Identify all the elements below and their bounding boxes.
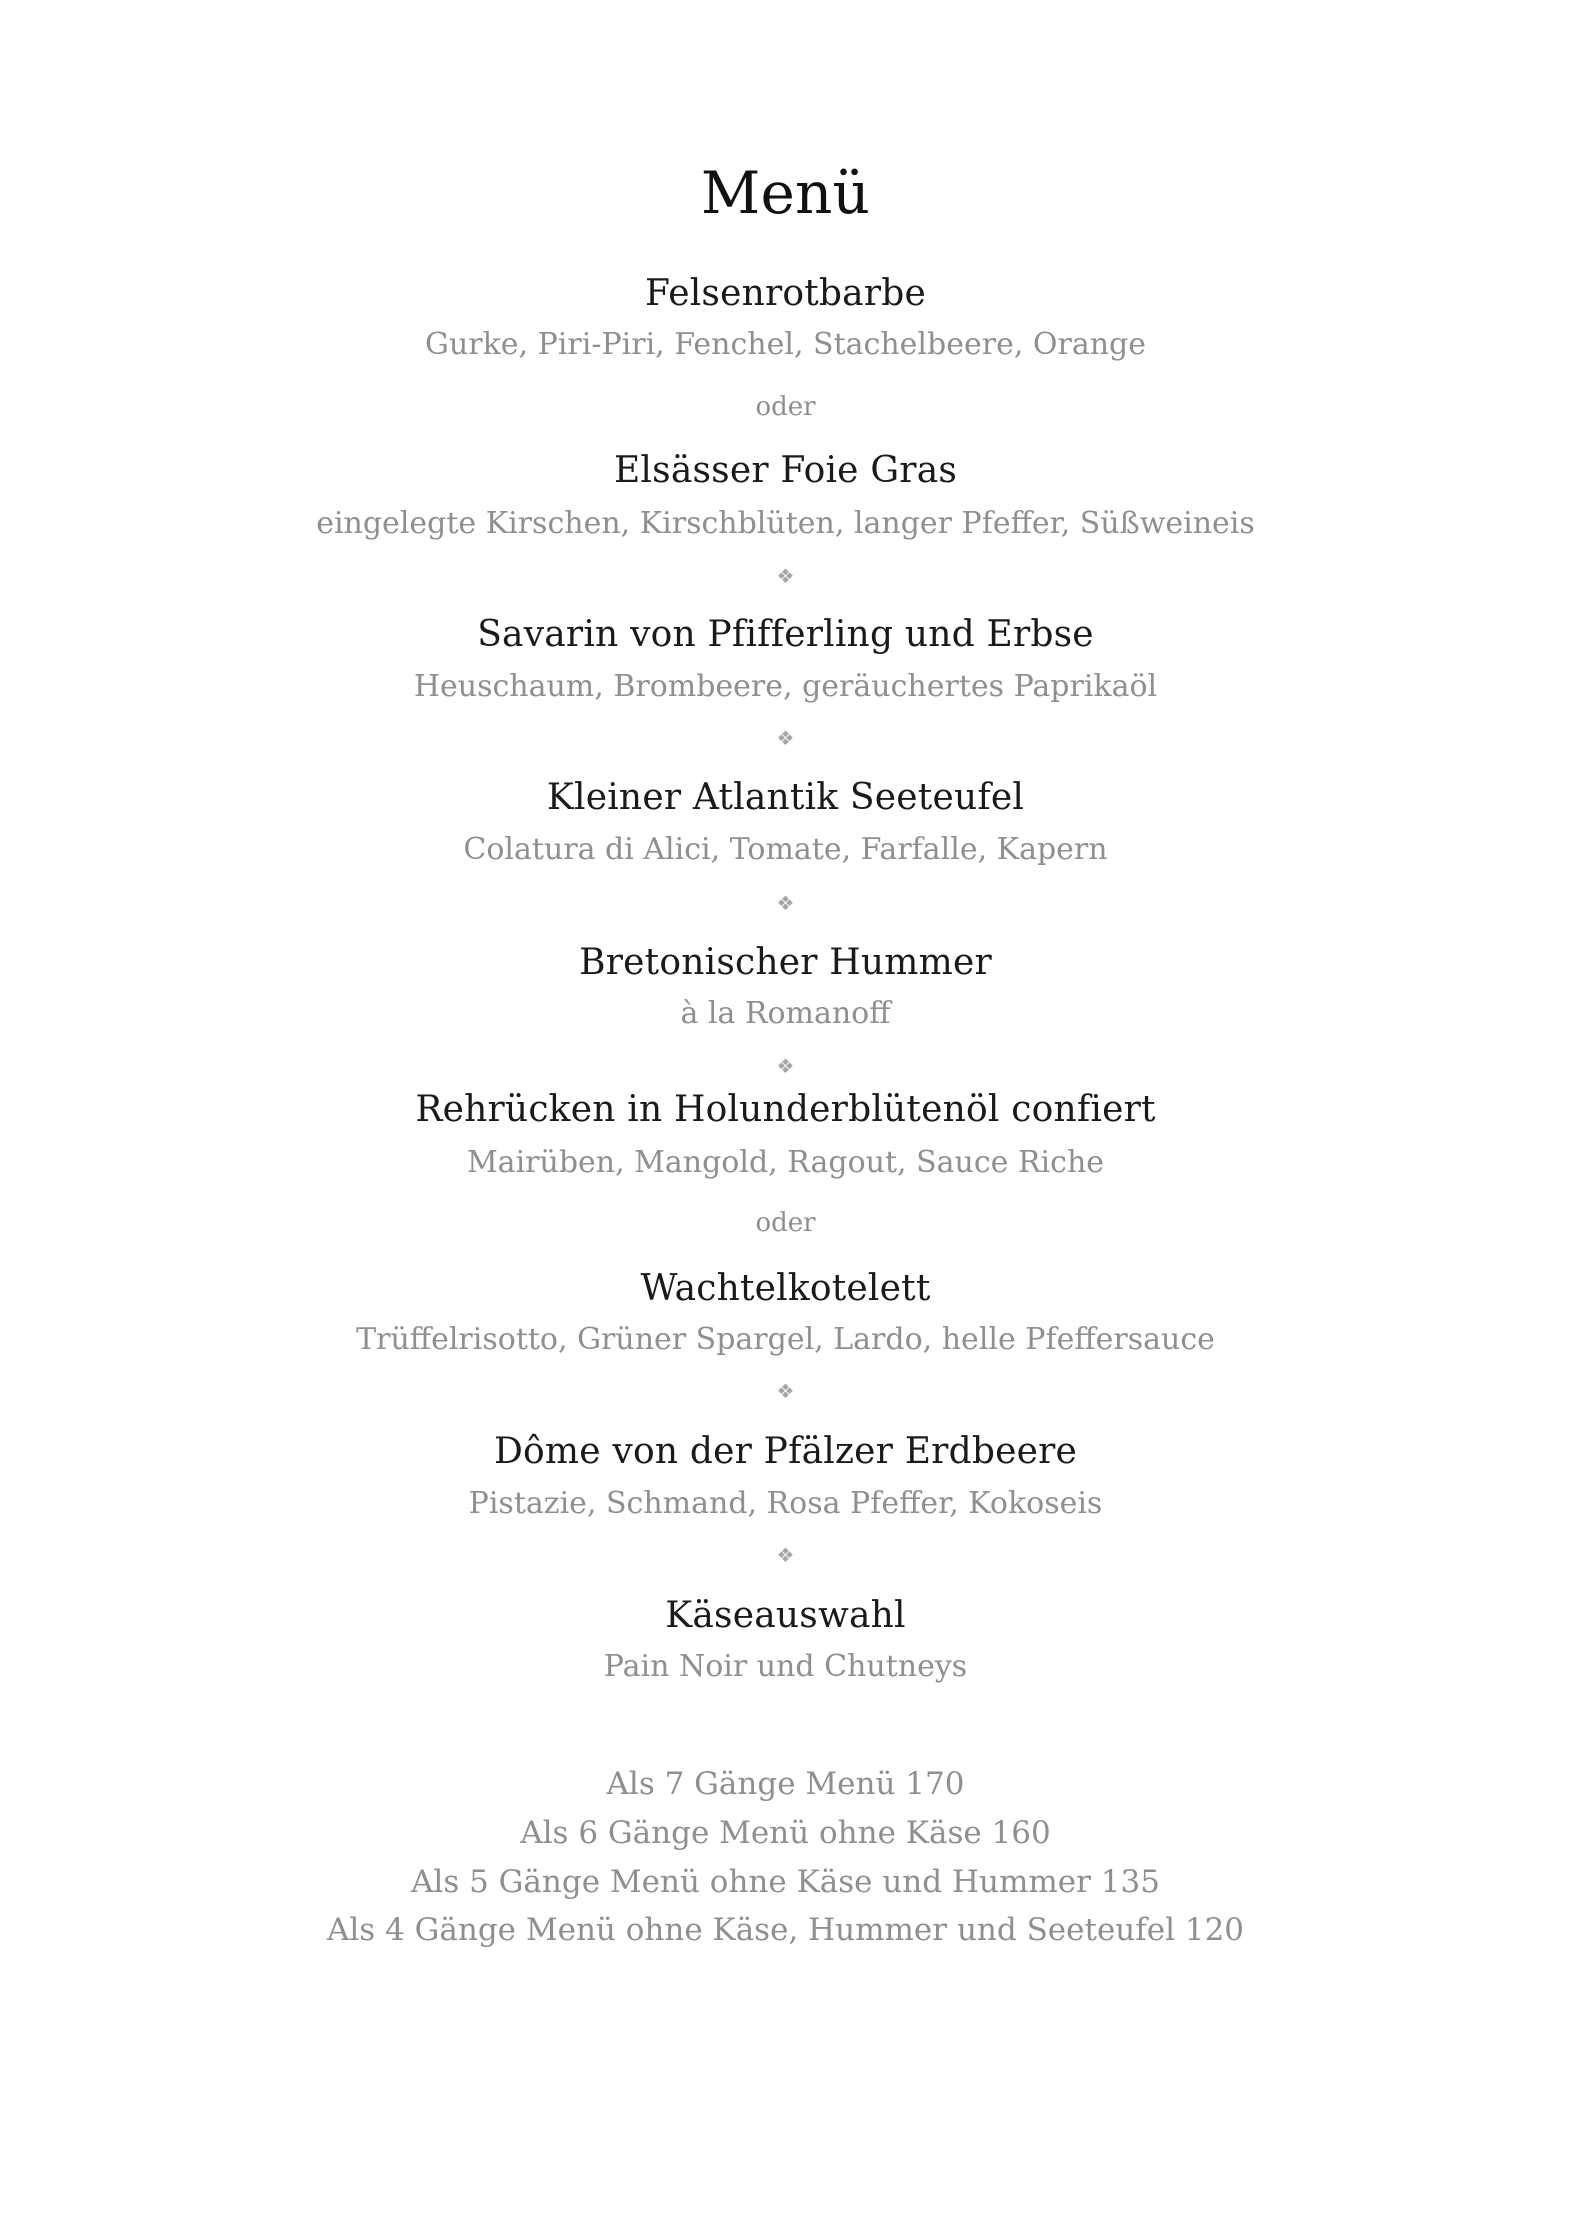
price-line: Als 6 Gänge Menü ohne Käse 160: [520, 1815, 1051, 1851]
dish-description: Heuschaum, Brombeere, geräuchertes Paprikaöl: [413, 669, 1158, 704]
course-separator-icon: ❖: [776, 564, 795, 588]
course-separator-icon: ❖: [776, 1379, 795, 1403]
alternative-connector: oder: [755, 392, 816, 422]
dish-description: Pistazie, Schmand, Rosa Pfeffer, Kokoseis: [468, 1486, 1103, 1521]
price-line: Als 5 Gänge Menü ohne Käse und Hummer 135: [411, 1864, 1160, 1900]
price-line: Als 7 Gänge Menü 170: [606, 1766, 965, 1802]
course-separator-icon: ❖: [776, 1543, 795, 1567]
dish-name: Felsenrotbarbe: [644, 273, 926, 314]
dish-name: Rehrücken in Holunderblütenöl confiert: [415, 1089, 1156, 1130]
dish-name: Käseauswahl: [665, 1595, 906, 1636]
dish-description: Trüffelrisotto, Grüner Spargel, Lardo, helle Pfeffersauce: [356, 1322, 1215, 1357]
dish-name: Kleiner Atlantik Seeteufel: [546, 777, 1025, 818]
dish-name: Savarin von Pfifferling und Erbse: [477, 614, 1094, 655]
alternative-connector: oder: [755, 1208, 816, 1238]
dish-name: Bretonischer Hummer: [579, 942, 992, 983]
dish-name: Dôme von der Pfälzer Erdbeere: [493, 1431, 1077, 1472]
dish-description: Pain Noir und Chutneys: [603, 1649, 968, 1684]
price-line: Als 4 Gänge Menü ohne Käse, Hummer und Seeteufel 120: [326, 1912, 1245, 1948]
dish-name: Wachtelkotelett: [640, 1268, 931, 1309]
dish-description: Gurke, Piri-Piri, Fenchel, Stachelbeere, Orange: [424, 327, 1146, 362]
course-separator-icon: ❖: [776, 891, 795, 915]
page-title: Menü: [700, 159, 871, 227]
dish-name: Elsässer Foie Gras: [613, 450, 958, 491]
course-separator-icon: ❖: [776, 726, 795, 750]
course-separator-icon: ❖: [776, 1054, 795, 1078]
dish-description: à la Romanoff: [680, 996, 891, 1031]
dish-description: eingelegte Kirschen, Kirschblüten, langer Pfeffer, Süßweineis: [316, 506, 1255, 541]
dish-description: Colatura di Alici, Tomate, Farfalle, Kapern: [463, 832, 1108, 867]
dish-description: Mairüben, Mangold, Ragout, Sauce Riche: [466, 1145, 1105, 1180]
